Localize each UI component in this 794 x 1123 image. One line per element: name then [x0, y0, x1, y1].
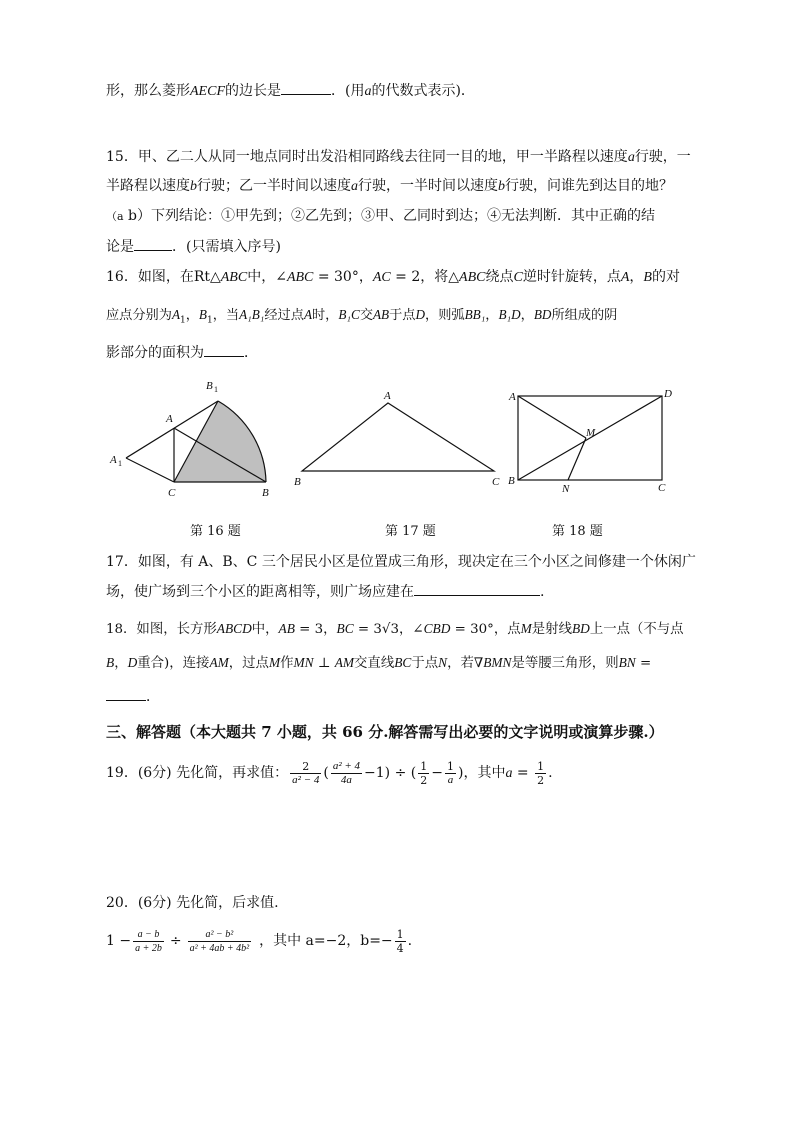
- q20-frac3-num: 1: [396, 927, 404, 941]
- fig18-label-b: B: [508, 475, 515, 487]
- q14-text: 的边长是: [225, 83, 281, 99]
- q14-text: 形，那么菱形: [106, 83, 190, 99]
- q16-text: ，: [485, 308, 499, 323]
- q15-var: b: [498, 179, 505, 194]
- q16-line-3: [106, 342, 706, 363]
- q15-text: 行驶，问谁先到达目的地？: [505, 178, 673, 194]
- q18-text: = 3√3，∠: [353, 622, 424, 637]
- fig16-label-b1: B: [206, 380, 213, 392]
- q16-text: 绕点: [485, 269, 514, 285]
- q18-text: ．: [146, 689, 160, 705]
- q16-text: = 30°，: [313, 269, 373, 285]
- q18-text: 重合)，连接: [137, 656, 210, 671]
- q19-fraction-2: [331, 760, 362, 787]
- q19-fraction-5: [535, 760, 546, 787]
- fig17-label-b: B: [294, 476, 301, 488]
- q18-var: M: [520, 621, 532, 636]
- q16-var: ABC: [459, 270, 486, 285]
- q16-text: ，: [629, 269, 644, 285]
- q20-frac1-num: a − b: [133, 928, 164, 942]
- q15-line-4: [106, 236, 706, 257]
- q15-text: b）下列结论：①甲先到；②乙先到；③甲、乙同时到达；④无法判断．其中正确的结: [128, 208, 655, 224]
- q16-var: C: [513, 270, 523, 285]
- fig16-segment-a1c: [126, 458, 174, 482]
- q14-answer-blank[interactable]: [281, 80, 331, 95]
- q18-text: =: [635, 656, 652, 671]
- q20-line-1: [106, 893, 706, 913]
- q16-var: A₁B₁: [239, 307, 265, 322]
- q20-text: 20．(6分) 先化简，后求值.: [106, 895, 279, 911]
- q18-var: ABCD: [216, 621, 252, 636]
- q16-var: B₁C: [338, 307, 360, 322]
- q17-text: 17．如图，有 A、B、C 三个居民小区是位置成三角形，现决定在三个小区之间修建一个休闲广: [106, 554, 696, 570]
- q20-text: ÷: [169, 933, 182, 949]
- q18-answer-blank[interactable]: [106, 686, 146, 701]
- q16-var: AC: [372, 270, 391, 285]
- q15-text: 行驶，一半时间以速度: [358, 178, 498, 194]
- fig18-segment-mn: [568, 438, 586, 480]
- q18-text: = 30°，点: [450, 622, 521, 637]
- q18-line-3: [106, 686, 706, 707]
- fig16-label-a1-sub: 1: [118, 459, 122, 468]
- q16-text: ．: [244, 345, 258, 361]
- q18-text: 于点: [411, 656, 439, 671]
- q15-text: 行驶；乙一半时间以速度: [197, 178, 351, 194]
- q16-text: 于点: [389, 308, 416, 323]
- fig16-label-c: C: [168, 487, 176, 499]
- q15-text: 半路程以速度: [106, 178, 190, 194]
- fig16-shaded-sector: [174, 401, 266, 482]
- q20-frac2-num: a² − b²: [188, 928, 252, 942]
- q20-line-2: [106, 924, 706, 958]
- q16-text: 中，∠: [247, 269, 287, 285]
- q15-line-3: [106, 206, 706, 227]
- q16-text: 影部分的面积为: [106, 345, 204, 361]
- fig18-segment-am: [518, 396, 586, 438]
- q16-text: 经过点: [264, 308, 304, 323]
- q16-var: B₁D: [498, 307, 521, 322]
- q15-text: ．(只需填入序号): [172, 239, 281, 255]
- q14-var: a: [364, 84, 372, 99]
- q19-frac2-num: a² + 4: [332, 759, 361, 772]
- q18-text: ，过点: [228, 656, 269, 671]
- q19-fraction-3: [418, 760, 429, 787]
- q16-line-2: [106, 305, 706, 331]
- q18-text: 中，: [251, 622, 279, 637]
- fig18-label-a: A: [509, 391, 516, 403]
- q19-fraction-4: [445, 760, 456, 787]
- q16-var: ABC: [220, 270, 248, 285]
- q18-var: AM: [334, 655, 355, 670]
- q18-var: CBD: [423, 621, 451, 636]
- q16-text: 逆时针旋转，点: [522, 269, 621, 285]
- q15-text: 15．甲、乙二人从同一地点同时出发沿相同路线去往同一目的地，甲一半路程以速度: [106, 149, 628, 165]
- q20-text: 1 −: [106, 933, 132, 949]
- q14-shape: AECF: [190, 84, 225, 99]
- q16-text: ，: [520, 308, 534, 323]
- q18-text: 是射线: [531, 622, 572, 637]
- q18-var: BMN: [483, 655, 512, 670]
- q16-text: 所组成的阴: [551, 308, 618, 323]
- q19-text: .: [548, 765, 553, 781]
- q18-text: ，若∇: [447, 656, 484, 671]
- q17-text: 场，使广场到三个小区的距离相等，则广场应建在: [106, 584, 414, 600]
- q19-text: 19．(6分) 先化简，再求值：: [106, 765, 289, 781]
- q20-frac3-den: 4: [396, 941, 404, 955]
- q18-var: D: [127, 655, 138, 670]
- q18-var: BD: [571, 621, 590, 636]
- fig18-label-n: N: [562, 483, 570, 495]
- fig16-caption: 第 16 题: [190, 524, 241, 539]
- q19-frac5-num: 1: [537, 759, 545, 773]
- fig18-label-d: D: [664, 388, 672, 400]
- q19-frac3-num: 1: [420, 759, 428, 773]
- q19-frac3-den: 2: [420, 773, 428, 787]
- q18-var: N: [438, 655, 448, 670]
- q18-var: MN: [293, 655, 314, 670]
- q16-subscript: 1: [206, 315, 213, 326]
- q18-text: 上一点（不与点: [589, 622, 684, 637]
- fig16-label-b1-sub: 1: [214, 385, 218, 394]
- q19-text: (: [323, 765, 329, 781]
- q19-fraction-1: [290, 760, 321, 787]
- q15-answer-blank[interactable]: [134, 236, 172, 251]
- q16-text: ，: [185, 308, 199, 323]
- q14-text: ．(用: [331, 83, 365, 99]
- q20-frac2-den: a² + 4ab + 4b²: [189, 942, 250, 954]
- q19-frac2-den: 4a: [340, 773, 352, 786]
- figure-18: [504, 384, 684, 496]
- q19-frac1-num: 2: [290, 760, 321, 774]
- fig17-caption: 第 17 题: [385, 524, 436, 539]
- q20-text: .: [407, 933, 413, 949]
- q19-frac4-num: 1: [446, 759, 454, 773]
- section-3-heading: [106, 722, 706, 742]
- q16-answer-blank[interactable]: [204, 342, 244, 357]
- q18-text: 是等腰三角形，则: [511, 656, 619, 671]
- q18-var: BC: [336, 621, 354, 636]
- q16-text: 16．如图，在Rt△: [106, 269, 221, 285]
- q16-subscript: 1: [180, 315, 186, 326]
- q15-line-2: [106, 176, 706, 197]
- fig18-label-m: M: [586, 427, 596, 439]
- q18-var: AB: [278, 621, 295, 636]
- q17-line-1: [106, 552, 706, 572]
- q19-text: )，其中: [457, 765, 506, 781]
- q16-line-1: [106, 267, 706, 288]
- q19-frac4-den: a: [447, 773, 454, 786]
- q17-line-2: [106, 581, 706, 602]
- fig16-label-b: B: [262, 487, 269, 499]
- q19-frac5-den: 2: [537, 773, 545, 787]
- q16-var: A: [620, 270, 630, 285]
- fig17-label-a: A: [384, 390, 391, 402]
- q16-text: ，当: [212, 308, 240, 323]
- q15-text: 行驶，一: [634, 149, 691, 165]
- q18-text: 18．如图，长方形: [106, 622, 217, 637]
- q18-text: = 3，: [294, 622, 337, 637]
- q18-var: AM: [209, 655, 229, 670]
- q19-text: =: [512, 765, 534, 781]
- q18-text: ⊥: [313, 656, 335, 671]
- q16-var: D: [415, 307, 426, 322]
- fig17-label-c: C: [492, 476, 500, 488]
- q16-var: B: [198, 307, 207, 322]
- fig17-triangle: [302, 403, 494, 471]
- q16-var: BB₁: [464, 307, 486, 322]
- q16-text: 应点分别为: [106, 308, 172, 323]
- q14-tail-line: [106, 80, 706, 102]
- q16-var: B: [643, 270, 652, 285]
- q17-text: .: [540, 584, 545, 600]
- q19-frac1-den: a² − 4: [292, 773, 320, 786]
- q15-text: 论是: [106, 239, 134, 255]
- q15-line-1: [106, 147, 706, 168]
- q18-line-2: [106, 653, 706, 674]
- q15-var: a: [351, 179, 358, 194]
- figure-17: [288, 385, 508, 495]
- q18-var: B: [106, 655, 115, 670]
- q19-text: −1) ÷ (: [364, 765, 417, 781]
- q16-var: A: [303, 307, 312, 322]
- q16-var: ABC: [286, 270, 314, 285]
- fig18-label-c: C: [658, 482, 666, 494]
- q16-text: = 2，将△: [390, 269, 460, 285]
- q18-text: 作: [280, 656, 294, 671]
- q17-answer-blank[interactable]: [414, 581, 540, 596]
- q16-var: A: [171, 307, 180, 322]
- q16-var: BD: [533, 307, 552, 322]
- q18-text: 交直线: [354, 656, 395, 671]
- q18-var: BC: [394, 655, 412, 670]
- q19-text: −: [431, 765, 443, 781]
- q18-var: M: [268, 655, 281, 670]
- q16-text: 时，: [312, 308, 339, 323]
- q14-text: 的代数式表示)．: [371, 83, 475, 99]
- section-3-heading-text: 三、解答题（本大题共 7 小题，共 66 分.解答需写出必要的文字说明或演算步骤.）: [106, 723, 664, 741]
- q16-text: 交: [359, 308, 373, 323]
- q18-var: BN: [618, 655, 636, 670]
- q16-var: AB: [373, 307, 390, 322]
- q15-text: （a: [106, 210, 124, 223]
- q16-text: ，则弧: [425, 308, 465, 323]
- q20-fraction-3: [395, 928, 406, 955]
- fig16-label-a1: A: [110, 454, 117, 466]
- q20-text: ，其中 a=−2，b=−: [259, 933, 393, 949]
- q16-text: 的对: [651, 269, 680, 285]
- q20-frac1-den: a + 2b: [135, 942, 162, 954]
- q18-text: ，: [114, 656, 128, 671]
- q20-fraction-1: [133, 928, 164, 955]
- q20-fraction-2: [188, 928, 252, 955]
- q19-var: a: [505, 766, 513, 781]
- fig18-caption: 第 18 题: [552, 524, 603, 539]
- q18-line-1: [106, 619, 706, 640]
- fig16-label-a: A: [166, 413, 173, 425]
- figure-16: [108, 372, 288, 502]
- q19-line: [106, 755, 706, 791]
- q15-var: b: [190, 179, 197, 194]
- q15-var: a: [627, 150, 635, 165]
